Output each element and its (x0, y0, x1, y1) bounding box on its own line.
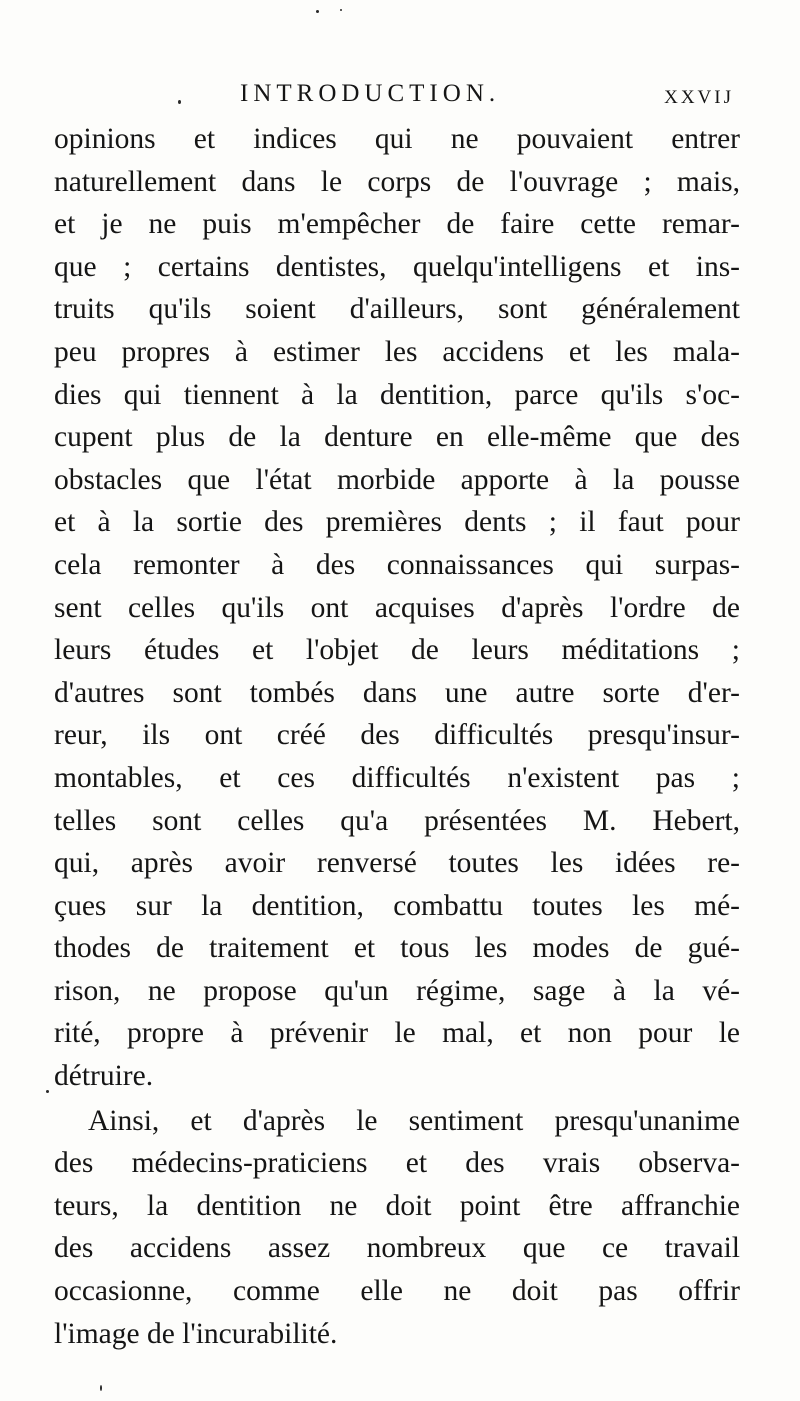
text-line: çues sur la dentition, combattu toutes les mé- (54, 889, 740, 922)
text-line: et je ne puis m'empêcher de faire cette remar- (54, 208, 740, 241)
text-line: d'autres sont tombés dans une autre sorte d'er- (54, 676, 740, 709)
text-line: des médecins-praticiens et des vrais observa- (54, 1147, 740, 1180)
body-text (54, 118, 740, 1355)
text-line: thodes de traitement et tous les modes de gué- (54, 932, 740, 965)
page-number: xxvij (664, 79, 734, 109)
text-line: Ainsi, et d'après le sentiment presqu'unanime (88, 1104, 740, 1137)
text-line: truits qu'ils soient d'ailleurs, sont généralement (54, 293, 740, 326)
text-line: sent celles qu'ils ont acquises d'après l'ordre de (54, 591, 740, 624)
text-line: des accidens assez nombreux que ce travail (54, 1232, 740, 1265)
text-line: obstacles que l'état morbide apporte à la pousse (54, 463, 740, 496)
text-line: occasionne, comme elle ne doit pas offrir (54, 1275, 740, 1308)
text-line: cupent plus de la denture en elle-même que des (54, 421, 740, 454)
text-line: naturellement dans le corps de l'ouvrage ; mais, (54, 165, 740, 198)
page-header (240, 74, 734, 114)
text-line: rité, propre à prévenir le mal, et non pour le (54, 1017, 740, 1050)
text-line: opinions et indices qui ne pouvaient entrer (54, 123, 740, 155)
text-line: que ; certains dentistes, quelqu'intelligens et ins- (54, 250, 740, 283)
ink-speck (340, 9, 342, 11)
ink-speck (178, 100, 181, 104)
text-line: cela remonter à des connaissances qui surpas- (54, 548, 740, 581)
text-line: montables, et ces difficultés n'existent pas ; (54, 761, 740, 794)
text-line: qui, après avoir renversé toutes les idées re- (54, 847, 740, 880)
text-line: reur, ils ont créé des difficultés presqu'insur- (54, 719, 740, 752)
text-line: l'image de l'incurabilité. (54, 1317, 338, 1350)
text-line: dies qui tiennent à la dentition, parce qu'ils s'oc- (54, 378, 740, 411)
text-line: et à la sortie des premières dents ; il faut pour (54, 506, 740, 539)
ink-speck (316, 10, 319, 13)
paragraph (54, 118, 740, 1098)
running-title: INTRODUCTION. (240, 80, 501, 107)
text-line: rison, ne propose qu'un régime, sage à la vé- (54, 974, 740, 1007)
text-line: peu propres à estimer les accidens et les mala- (54, 335, 740, 368)
text-line: telles sont celles qu'a présentées M. Hebert, (54, 804, 740, 837)
text-line: détruire. (54, 1060, 154, 1093)
ink-speck (46, 1090, 49, 1093)
text-line: teurs, la dentition ne doit point être affranchie (54, 1189, 740, 1222)
text-line: leurs études et l'objet de leurs méditations ; (54, 634, 740, 667)
paragraph (54, 1100, 740, 1356)
ink-speck (100, 1385, 102, 1391)
